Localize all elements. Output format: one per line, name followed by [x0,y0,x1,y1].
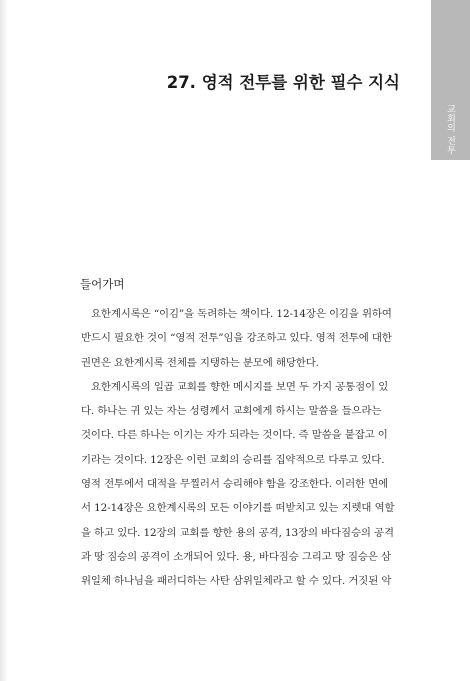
side-thumb-tab [431,0,470,160]
page-spine-shadow [0,0,8,681]
body-line: 서 12-14장은 요한계시록의 모든 이야기를 떠받치고 있는 지렛대 역할 [81,502,395,515]
body-line: 요한계시록의 일곱 교회를 향한 메시지를 보면 두 가지 공통점이 있 [91,380,389,393]
chapter-title: 27. 영적 전투를 위한 필수 지식 [166,73,400,92]
side-tab-label: 교회의 전투 [445,104,455,155]
body-line: 위일체 하나님을 패러디하는 사탄 삼위일체라고 할 수 있다. 거짓된 악 [81,575,392,588]
body-line: 과 땅 짐승의 공격이 소개되어 있다. 용, 바다짐승 그리고 땅 짐승은 삼 [81,550,391,563]
section-heading: 들어가며 [80,277,125,291]
body-line: 기라는 것이다. 12장은 이런 교회의 승리를 집약적으로 다루고 있다. [81,453,385,466]
body-line: 것이다. 다른 하나는 이기는 자가 되라는 것이다. 즉 말씀을 붙잡고 이 [81,429,388,442]
body-line: 을 하고 있다. 12장의 교회를 향한 용의 공격, 13장의 바다짐승의 공격 [81,526,394,539]
body-line: 권면은 요한계시록 전체를 지탱하는 분모에 해당한다. [81,356,319,369]
body-text [81,302,411,594]
body-line: 반드시 필요한 것이 “영적 전투”임을 강조하고 있다. 영적 전투에 대한 [81,332,392,345]
body-line: 영적 전투에서 대적을 무찔러서 승리해야 함을 강조한다. 이러한 면에 [81,478,389,491]
body-line: 다. 하나는 귀 있는 자는 성령께서 교회에게 하시는 말씀을 들으라는 [81,405,382,418]
body-line: 요한계시록은 “이김”을 독려하는 책이다. 12-14장은 이김을 위하여 [91,308,392,320]
